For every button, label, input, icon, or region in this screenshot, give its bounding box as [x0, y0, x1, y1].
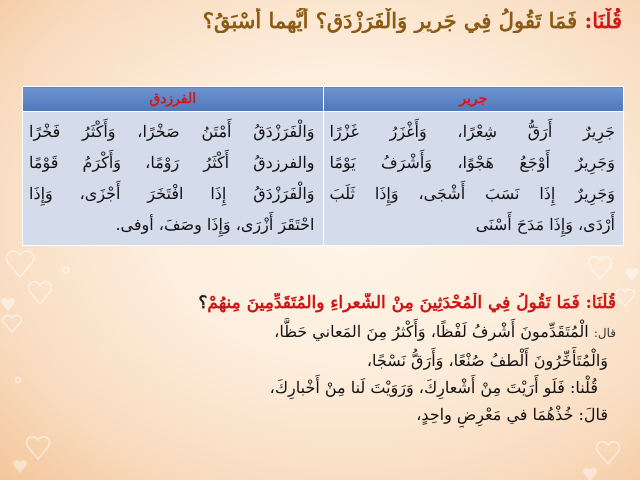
heart-outline-icon [597, 442, 620, 464]
jarir-line: وَجَرِيرٌ أَوْجَعُ هَجْوًا، وَأَشْرَفُ يَوْمًا [329, 153, 615, 172]
heart-icon [625, 268, 639, 281]
farazdaq-line: وَالْفَرَزْدَقُ إِذَا افْتَخَرَ أَجْزَى، وَإِذَا [29, 184, 315, 203]
answer-line [56, 318, 616, 347]
header-jarir: جرير [323, 87, 624, 112]
heart-outline-icon [27, 437, 50, 459]
answer-line: قالَ: خُذْهُمَا في مَعْرِضٍ واحِدٍ، [416, 405, 608, 424]
header-farazdaq: الفرزدق [23, 87, 324, 112]
speaker-label: قال: [593, 326, 616, 340]
question-mark: ؟ [198, 293, 208, 313]
cell-jarir [323, 112, 624, 246]
heart-icon [583, 468, 597, 480]
table-header-row [23, 87, 624, 112]
farazdaq-line: والفرزدقُ أَكْثَرُ رَوْمًا، وَأَكْرَمُ قَوْمًا [29, 153, 315, 172]
answer-block [56, 318, 616, 428]
heart-outline-icon [616, 289, 634, 306]
question-prefix: قُلْنَا: [585, 293, 616, 313]
cell-farazdaq [23, 112, 324, 246]
jarir-line: جَرِيرٌ أَرَقُّ شِعْرًا، وَأَغْزَرُ غَزْرًا [329, 122, 615, 141]
title-text: فَمَا تَقُولُ فِي جَرِيرٍ وَالْفَرَزْدَقِ؟ أَيُّهما أَسْبَقُ؟ [202, 8, 585, 33]
farazdaq-line: احْتَقَرَ أَزْرَى، وَإِذَا وصَفَ، أوفى. [115, 215, 315, 234]
heart-outline-icon [3, 315, 21, 332]
title-prefix: قُلْنَا: [584, 8, 622, 33]
heart-icon [1, 298, 15, 311]
second-question [36, 293, 616, 313]
heart-icon [13, 460, 27, 473]
answer-line: قُلْنا: فَلَو أَرَيْتَ مِنْ أَشْعارِكَ، وَرَوَيْتَ لَنا مِنْ أَخْبارِكَ، [269, 378, 598, 397]
heart-outline-icon [6, 251, 33, 277]
answer-line: وَالْمُتَأَخِّرُونَ أَلْطفُ صُنْعًا، وَأَرَقُّ نَسْجًا، [366, 351, 608, 370]
jarir-line: أَرْدَى، وَإِذَا مَدَحَ أَسْنَى [475, 215, 615, 234]
question-text: فَمَا تَقُولُ فِي الْمُحْدَثِينَ مِنْ الشُّعراءِ والمُتَقَدِّمِينَ مِنهُمْ [207, 293, 586, 313]
poets-comparison-table [22, 86, 624, 246]
heart-outline-icon [589, 257, 612, 279]
farazdaq-line: وَالْفَرَزْدَقُ أَمْتَنُ صَخْرًا، وَأَكْثَرُ فَخْرًا [29, 122, 315, 141]
answer-text: الْمُتَقَدِّمونَ أَشْرفُ لَفْظًا، وَأَكْثرُ مِنَ المَعاني حَظًّا، [274, 322, 594, 341]
table-row [23, 112, 624, 246]
slide-title [18, 8, 622, 33]
jarir-line: وَجَرِيرٌ إِذَا نَسَبَ أَشْجَى، وَإِذَا ثَلَبَ [329, 184, 615, 203]
